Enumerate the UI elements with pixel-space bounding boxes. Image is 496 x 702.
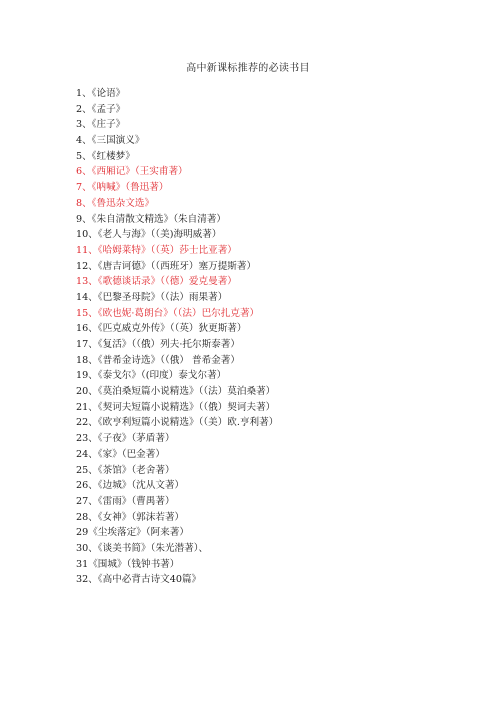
book-list-item: 19、《泰戈尔》（(印度）泰戈尔著） xyxy=(76,370,227,382)
book-list xyxy=(76,86,278,588)
book-list-item: 6、《西厢记》（王实甫著） xyxy=(76,166,188,178)
book-list-item: 7、《呐喊》（鲁迅著） xyxy=(76,182,169,194)
book-list-item: 16、《匹克威克外传》（（英）狄更斯著） xyxy=(76,323,247,335)
book-list-item: 27、《雷雨》（曹禺著） xyxy=(76,495,175,507)
book-list-item: 17、《复活》（（俄）列夫·托尔斯泰著） xyxy=(76,339,240,350)
book-list-item: 25、《茶馆》（老舍著） xyxy=(76,464,175,476)
book-list-item: 24、《家》（巴金著） xyxy=(76,448,165,460)
book-list-item: 1、《论语》 xyxy=(76,88,126,99)
book-list-item: 31《围城》（钱钟书著） xyxy=(76,558,180,570)
book-list-item: 30、《谈美书简》（朱光潜著）、 xyxy=(76,542,209,554)
book-list-item: 26、《边城》（沈从文著） xyxy=(76,480,185,492)
book-list-item: 12、《唐吉诃德》（（西班牙）塞万提斯著） xyxy=(76,260,257,272)
book-list-item: 3、《庄子》 xyxy=(76,119,126,131)
book-list-item: 20、《莫泊桑短篇小说精选》（（法）莫泊桑著） xyxy=(76,386,276,398)
book-list-item: 21、《契诃夫短篇小说精选》（（俄）契诃夫著） xyxy=(76,401,276,413)
book-list-item: 4、《三国演义》 xyxy=(76,135,145,147)
book-list-item: 13、《歌德谈话录》（（德）爱克曼著） xyxy=(76,276,237,288)
book-list-item: 14、《巴黎圣母院》（（法）雨果著） xyxy=(76,291,228,303)
book-list-item: 23、《子夜》（茅盾著） xyxy=(76,433,175,445)
book-list-item: 32、《高中必背古诗文40篇》 xyxy=(76,574,202,586)
book-list-item: 15、《欧也妮·葛朗台》（（法）巴尔扎克著） xyxy=(76,307,260,319)
book-list-item: 18、《普希金诗选》（（俄） 普希金著） xyxy=(76,354,240,366)
document-title: 高中新课标推荐的必读书目 xyxy=(186,63,310,74)
book-list-item: 29《尘埃落定》（阿来著） xyxy=(76,527,189,539)
book-list-item: 9、《朱自清散文精选》（朱自清著） xyxy=(76,213,227,225)
book-list-item: 11、《哈姆莱特》（（英）莎士比亚著） xyxy=(76,244,237,256)
book-list-item: 2、《孟子》 xyxy=(76,103,126,115)
book-list-item: 5、《红楼梦》 xyxy=(76,150,135,162)
book-list-item: 22、《欧亨利短篇小说精选》（（美）欧.亨利著） xyxy=(76,417,279,429)
book-list-item: 10、《老人与海》（（美)海明威著） xyxy=(76,229,222,241)
book-list-item: 8、《鲁迅杂文选》 xyxy=(76,197,155,209)
book-list-item: 28、《女神》（郭沫若著） xyxy=(76,511,185,523)
